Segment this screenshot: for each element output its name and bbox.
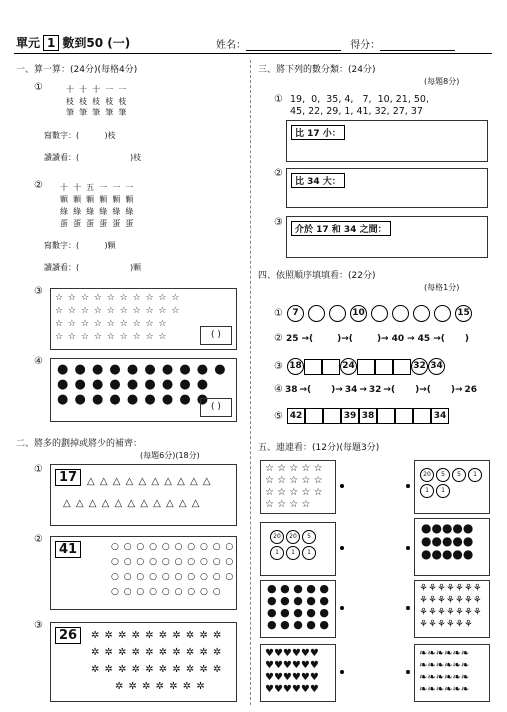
- s2-q1-no: ①: [34, 464, 43, 475]
- s3-title2: (每題8分): [424, 77, 460, 86]
- match-right-2[interactable]: [414, 518, 490, 576]
- seq-given: 39: [341, 408, 359, 424]
- s1-q2-no: ②: [34, 180, 43, 191]
- circle-row: ○ ○ ○ ○ ○ ○ ○ ○ ○ ○: [111, 542, 235, 552]
- asterisk-grid: [91, 627, 222, 695]
- answer-paren[interactable]: ( ): [200, 326, 232, 345]
- s2-q3-box: [50, 622, 237, 702]
- match-left-4[interactable]: [260, 644, 336, 702]
- flower-grid: ⚘⚘⚘⚘⚘⚘⚘ ⚘⚘⚘⚘⚘⚘⚘ ⚘⚘⚘⚘⚘⚘⚘ ⚘⚘⚘⚘⚘⚘: [419, 583, 482, 630]
- seq-blank[interactable]: [413, 408, 431, 424]
- seq-given: 40: [391, 333, 405, 344]
- s5-title: 五、連連看：(12分)(每題3分): [258, 443, 380, 453]
- apple-row: ● ● ● ● ● ● ● ● ● ●: [57, 362, 227, 377]
- s1-q1-write: 寫數字：( )枝: [44, 131, 116, 140]
- seq-row-4: ④ 38 →( )→ 34 → 32 →( )→( )→ 26: [274, 384, 478, 395]
- coin-group: [269, 529, 317, 561]
- coin: 1: [302, 546, 316, 560]
- match-right-4[interactable]: [414, 644, 490, 702]
- triangle-row: △ △ △ △ △ △ △ △ △ △ △: [63, 498, 201, 509]
- s2-q1-box: [50, 464, 237, 526]
- s1-q4-box: [50, 358, 237, 422]
- seq-blank[interactable]: [371, 305, 388, 322]
- seq-given: 32: [411, 358, 428, 375]
- header-rule: [14, 53, 492, 54]
- answer-paren[interactable]: ( ): [200, 398, 232, 417]
- match-left-2[interactable]: [260, 522, 336, 576]
- circle-row: ○ ○ ○ ○ ○ ○ ○ ○ ○ ○: [111, 557, 235, 567]
- s2-q2-number: 41: [55, 541, 81, 558]
- seq-row-1: [274, 305, 472, 322]
- coin: 1: [436, 484, 450, 498]
- column-divider: [250, 60, 251, 705]
- seq-row-no: ④: [274, 384, 283, 395]
- apple-grid: ●●●●● ●●●●● ●●●●●: [421, 521, 474, 561]
- star-row: ☆ ☆ ☆ ☆ ☆ ☆ ☆ ☆ ☆ ☆: [55, 293, 181, 303]
- s3-q-no: ①: [274, 94, 283, 105]
- s1-q1-row2: 枝 枝 枝 枝 枝: [66, 97, 127, 106]
- seq-given: 45: [417, 333, 431, 344]
- s1-q3-box: [50, 288, 237, 350]
- s3-b3-no: ③: [274, 217, 283, 228]
- score-line[interactable]: [380, 50, 455, 51]
- s2-q2-no: ②: [34, 534, 43, 545]
- unit-number: 1: [43, 35, 59, 51]
- heart-grid: ♥♥♥♥♥♥ ♥♥♥♥♥♥ ♥♥♥♥♥♥ ♥♥♥♥♥♥: [265, 648, 319, 695]
- seq-blank[interactable]: [392, 305, 409, 322]
- seq-given: 34: [428, 358, 445, 375]
- s1-q1-read: 讀讀看：( )枝: [44, 153, 142, 162]
- seq-blank[interactable]: [393, 359, 411, 375]
- seq-given: 24: [340, 358, 357, 375]
- s3-box2-label: 比 34 大：: [291, 173, 345, 188]
- s1-q1-chars: 十 十 十 一 一: [66, 85, 127, 94]
- seq-blank[interactable]: [304, 359, 322, 375]
- match-right-3[interactable]: [414, 580, 490, 638]
- star-row: ☆ ☆ ☆ ☆ ☆ ☆ ☆ ☆ ☆: [55, 319, 168, 329]
- seq-blank[interactable]: [434, 305, 451, 322]
- coin: 20: [270, 530, 284, 544]
- seq-row-no: ⑤: [274, 410, 283, 422]
- s2-q2-box: [50, 536, 237, 610]
- circle-row: ○ ○ ○ ○ ○ ○ ○ ○ ○: [111, 587, 222, 597]
- seq-given: 34: [431, 408, 449, 424]
- coin: 5: [436, 468, 450, 482]
- seq-row-2: ② 25 →( )→( )→ 40 → 45 →( ): [274, 333, 469, 344]
- coin: 20: [420, 468, 434, 482]
- s1-q2-row2: 顆 顆 顆 顆 顆 顆: [60, 195, 134, 204]
- unit-header: [16, 34, 130, 51]
- match-left-3[interactable]: [260, 580, 336, 638]
- seq-given: 34: [344, 384, 358, 395]
- unit-title: 數到50 (一): [62, 36, 131, 50]
- s1-title: 一、算一算：(24分)(每格4分): [16, 65, 138, 75]
- leaf-grid: ❧❧❧❧❧❧ ❧❧❧❧❧❧ ❧❧❧❧❧❧ ❧❧❧❧❧❧: [419, 648, 470, 695]
- asterisk-row: ✲ ✲ ✲ ✲ ✲ ✲ ✲ ✲ ✲ ✲: [91, 647, 223, 658]
- seq-blank[interactable]: [329, 305, 346, 322]
- s1-q3-no: ③: [34, 286, 43, 297]
- match-right-1[interactable]: [414, 460, 490, 514]
- seq-row-no: ②: [274, 333, 283, 344]
- s1-q1-row3: 筆 筆 筆 筆 筆: [66, 108, 127, 117]
- seq-blank[interactable]: [322, 359, 340, 375]
- s2-q1-number: 17: [55, 469, 81, 486]
- seq-given: 26: [464, 384, 478, 395]
- s3-box1-label: 比 17 小：: [291, 125, 345, 140]
- star-row: ☆ ☆ ☆ ☆ ☆ ☆ ☆ ☆ ☆: [55, 332, 168, 342]
- dot-grid: ● ● ● ● ● ● ● ● ● ● ● ● ● ● ● ● ● ● ● ●: [267, 582, 329, 631]
- s2-q3-no: ③: [34, 620, 43, 631]
- s3-b2-no: ②: [274, 168, 283, 179]
- s1-q2-chars: 十 十 五 一 一 一: [60, 183, 134, 192]
- seq-given: 10: [350, 305, 367, 322]
- star-row: ☆ ☆ ☆ ☆ ☆ ☆ ☆ ☆ ☆ ☆: [55, 306, 181, 316]
- match-dot[interactable]: [406, 546, 410, 550]
- asterisk-row: ✲ ✲ ✲ ✲ ✲ ✲ ✲ ✲ ✲ ✲: [91, 664, 223, 675]
- circle-grid: [111, 540, 234, 600]
- triangle-row: △ △ △ △ △ △ △ △ △ △: [87, 476, 212, 487]
- s3-box1[interactable]: [286, 120, 488, 162]
- s1-q4-no: ④: [34, 356, 43, 367]
- asterisk-row: ✲ ✲ ✲ ✲ ✲ ✲ ✲: [115, 681, 206, 692]
- coin: 20: [286, 530, 300, 544]
- s3-list1: 19, 0, 35, 4, 7, 10, 21, 50,: [290, 94, 429, 105]
- circle-row: ○ ○ ○ ○ ○ ○ ○ ○ ○ ○: [111, 572, 235, 582]
- seq-blank[interactable]: [377, 408, 395, 424]
- seq-given: 18: [287, 358, 304, 375]
- coin: 1: [286, 546, 300, 560]
- star-grid: ☆ ☆ ☆ ☆ ☆ ☆ ☆ ☆ ☆ ☆ ☆ ☆ ☆ ☆ ☆ ☆ ☆ ☆ ☆: [265, 463, 323, 510]
- match-dot[interactable]: [406, 606, 410, 610]
- s2-title: 二、將多的劃掉或將少的補齊：: [16, 439, 143, 449]
- s1-q1-no: ①: [34, 82, 43, 93]
- seq-blank[interactable]: [375, 359, 393, 375]
- coin-group: [419, 467, 483, 499]
- coin: 1: [468, 468, 482, 482]
- coin: 1: [270, 546, 284, 560]
- coin: 5: [302, 530, 316, 544]
- seq-given: 42: [287, 408, 305, 424]
- name-line[interactable]: [246, 50, 341, 51]
- seq-blank[interactable]: [395, 408, 413, 424]
- seq-blank[interactable]: [413, 305, 430, 322]
- match-dot[interactable]: [340, 606, 344, 610]
- seq-row-no: ①: [274, 308, 283, 319]
- seq-blank[interactable]: [323, 408, 341, 424]
- match-dot[interactable]: [340, 484, 344, 488]
- match-dot[interactable]: [340, 670, 344, 674]
- seq-row-5: [274, 408, 449, 424]
- s3-title: 三、將下列的數分類：(24分): [258, 65, 376, 75]
- s3-box3[interactable]: [286, 216, 488, 258]
- s4-title: 四、依照順序填填看：(22分): [258, 271, 376, 281]
- score-label: 得分：: [350, 40, 381, 51]
- s4-title2: (每格1分): [424, 283, 460, 292]
- seq-blank[interactable]: [357, 359, 375, 375]
- s1-q2-row3: 綠 綠 綠 綠 綠 綠: [60, 207, 134, 216]
- seq-given: 7: [287, 305, 304, 322]
- s1-q2-write: 寫數字：( )顆: [44, 241, 116, 250]
- seq-given: 38: [284, 384, 298, 395]
- s2-title2: (每題6分)(18分): [140, 451, 200, 460]
- s3-box3-label: 介於 17 和 34 之間：: [291, 221, 391, 236]
- coin: 5: [452, 468, 466, 482]
- s1-q2-row4: 蛋 蛋 蛋 蛋 蛋 蛋: [60, 219, 134, 228]
- coin: 1: [420, 484, 434, 498]
- s1-q2-read: 讀讀看：( )顆: [44, 263, 142, 272]
- s2-q3-number: 26: [55, 627, 81, 644]
- unit-prefix: 單元: [16, 36, 41, 50]
- name-label: 姓名：: [216, 40, 246, 51]
- apple-row: ● ● ● ● ● ● ● ● ●: [57, 377, 210, 392]
- seq-given: 38: [359, 408, 377, 424]
- match-left-1[interactable]: [260, 460, 336, 514]
- seq-given: 32: [368, 384, 382, 395]
- apple-row: ● ● ● ● ● ● ● ● ●: [57, 392, 210, 407]
- seq-given: 15: [455, 305, 472, 322]
- name-score-fields: [216, 36, 455, 51]
- seq-row-3: [274, 358, 445, 375]
- s3-box2[interactable]: [286, 168, 488, 208]
- match-dot[interactable]: [340, 546, 344, 550]
- seq-blank[interactable]: [308, 305, 325, 322]
- match-dot[interactable]: [406, 484, 410, 488]
- s3-list2: 45, 22, 29, 1, 41, 32, 27, 37: [290, 106, 423, 117]
- seq-given: 25: [285, 333, 299, 344]
- seq-blank[interactable]: [305, 408, 323, 424]
- seq-row-no: ③: [274, 361, 283, 372]
- match-dot[interactable]: [406, 670, 410, 674]
- asterisk-row: ✲ ✲ ✲ ✲ ✲ ✲ ✲ ✲ ✲ ✲: [91, 630, 223, 641]
